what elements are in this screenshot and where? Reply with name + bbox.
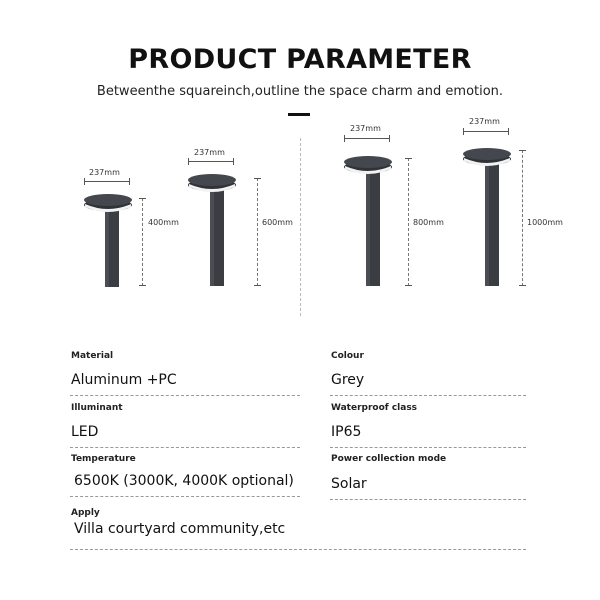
temperature-label: Temperature [71,454,136,464]
power-label: Power collection mode [331,454,447,464]
material-label: Material [71,351,114,361]
lamp-height-label: 600mm [262,218,293,227]
lamp-illustration [184,170,240,290]
row-divider [70,549,526,550]
width-dimension-line [84,181,130,182]
lamp-illustration [80,190,136,290]
center-divider [300,138,301,316]
page-title: PRODUCT PARAMETER [128,44,472,75]
row-divider [70,496,300,497]
height-dimension-line [257,178,258,286]
width-dimension-line [188,161,234,162]
width-dimension-line [344,138,390,139]
apply-value: Villa courtyard community,etc [74,521,286,537]
height-dimension-line [142,198,143,286]
row-divider [70,395,300,396]
illuminant-value: LED [71,424,99,440]
row-divider [330,499,526,500]
title-divider [288,113,310,116]
waterproof-value: IP65 [331,424,362,440]
colour-value: Grey [331,372,365,388]
height-dimension-line [522,150,523,286]
lamp-illustration [340,152,396,290]
lamp-height-label: 800mm [413,218,444,227]
lamp-height-label: 400mm [148,218,179,227]
row-divider [70,447,300,448]
lamp-illustration [459,144,515,290]
apply-label: Apply [71,508,100,518]
lamp-width-label: 237mm [194,148,225,157]
temperature-value: 6500K (3000K, 4000K optional) [74,473,294,489]
lamp-height-label: 1000mm [527,218,563,227]
power-value: Solar [331,476,367,492]
width-dimension-line [463,131,509,132]
colour-label: Colour [331,351,364,361]
row-divider [330,447,526,448]
height-dimension-line [408,158,409,286]
row-divider [330,395,526,396]
lamp-width-label: 237mm [350,124,381,133]
page-subtitle: Betweenthe squareinch,outline the space charm and emotion. [96,84,504,99]
material-value: Aluminum +PC [71,372,177,388]
illuminant-label: Illuminant [71,403,123,413]
lamp-width-label: 237mm [469,117,500,126]
lamp-width-label: 237mm [89,168,120,177]
waterproof-label: Waterproof class [331,403,418,413]
